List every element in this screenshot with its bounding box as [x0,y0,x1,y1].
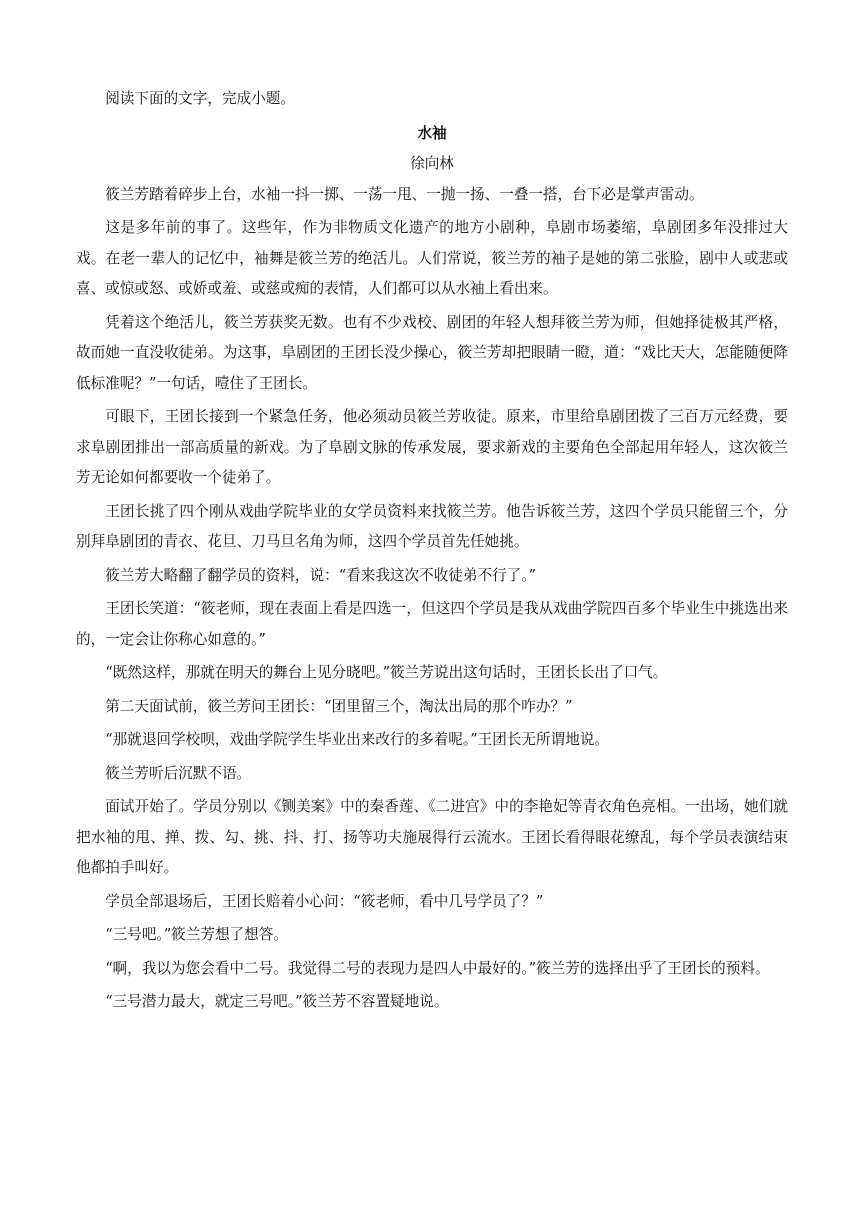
paragraph: 第二天面试前，筱兰芳问王团长：“团里留三个，淘汰出局的那个咋办？” [105,697,573,715]
paragraph: 筱兰芳大略翻了翻学员的资料，说：“看来我这次不收徒弟不行了。” [105,566,537,584]
paragraph: 学员全部退场后，王团长赔着小心问：“筱老师，看中几号学员了？” [105,892,544,910]
paragraph: “那就退回学校呗，戏曲学院学生毕业出来改行的多着呢。”王团长无所谓地说。 [105,731,609,748]
paragraph: 凭着这个绝活儿，筱兰芳获奖无数。也有不少戏校、剧团的年轻人想拜筱兰芳为师，但她择徒极其严格，故而她一直没收徒弟。为这事，阜剧团的王团长没少操心，筱兰芳却把眼睛一瞪，道：“戏比天大，怎能随便降低标准呢？”一句话，噎住了王团长。 [76,313,788,392]
article-body [76,84,788,1021]
paragraph: 筱兰芳听后沉默不语。 [105,764,252,782]
paragraph: 面试开始了。学员分别以《铡美案》中的秦香莲、《二进宫》中的李艳妃等青衣角色亮相。一出场，她们就把水袖的甩、掸、拨、勾、挑、抖、打、扬等功夫施展得行云流水。王团长看得眼花缭乱，每个学员表演结束他都拍手叫好。 [76,798,788,876]
paragraph: 王团长笑道：“筱老师，现在表面上看是四选一，但这四个学员是我从戏曲学院四百多个毕业生中挑选出来的，一定会让你称心如意的。” [76,600,788,648]
paragraph: “啊，我以为您会看中二号。我觉得二号的表现力是四人中最好的。”筱兰芳的选择出乎了王团长的预料。 [105,959,770,977]
paragraph: 王团长挑了四个刚从戏曲学院毕业的女学员资料来找筱兰芳。他告诉筱兰芳，这四个学员只能留三个，分别拜阜剧团的青衣、花旦、刀马旦名角为师，这四个学员首先任她挑。 [76,502,788,550]
paragraph: 可眼下，王团长接到一个紧急任务，他必须动员筱兰芳收徒。原来，市里给阜剧团拨了三百万元经费，要求阜剧团排出一部高质量的新戏。为了阜剧文脉的传承发展，要求新戏的主要角色全部起用年轻人，这次筱兰芳无论如何都要收一个徒弟了。 [76,408,788,486]
paragraph: 这是多年前的事了。这些年，作为非物质文化遗产的地方小剧种，阜剧市场萎缩，阜剧团多年没排过大戏。在老一辈人的记忆中，袖舞是筱兰芳的绝活儿。人们常说，筱兰芳的袖子是她的第二张脸，剧中人或悲或喜、或惊或怒、或娇或羞、或慈或痴的表情，人们都可以从水袖上看出来。 [76,219,788,297]
article-title: 水袖 [417,124,447,142]
paragraph: “既然这样，那就在明天的舞台上见分晓吧。”筱兰芳说出这句话时，王团长长出了口气。 [105,664,668,681]
paragraph: 筱兰芳踏着碎步上台，水袖一抖一掷、一荡一甩、一抛一扬、一叠一搭，台下必是掌声雷动。 [105,185,704,203]
reading-instruction: 阅读下面的文字，完成小题。 [105,90,295,107]
paragraph: “三号潜力最大，就定三号吧。”筱兰芳不容置疑地说。 [105,993,449,1010]
paragraph: “三号吧。”筱兰芳想了想答。 [105,926,288,943]
article-author: 徐向林 [410,155,454,172]
